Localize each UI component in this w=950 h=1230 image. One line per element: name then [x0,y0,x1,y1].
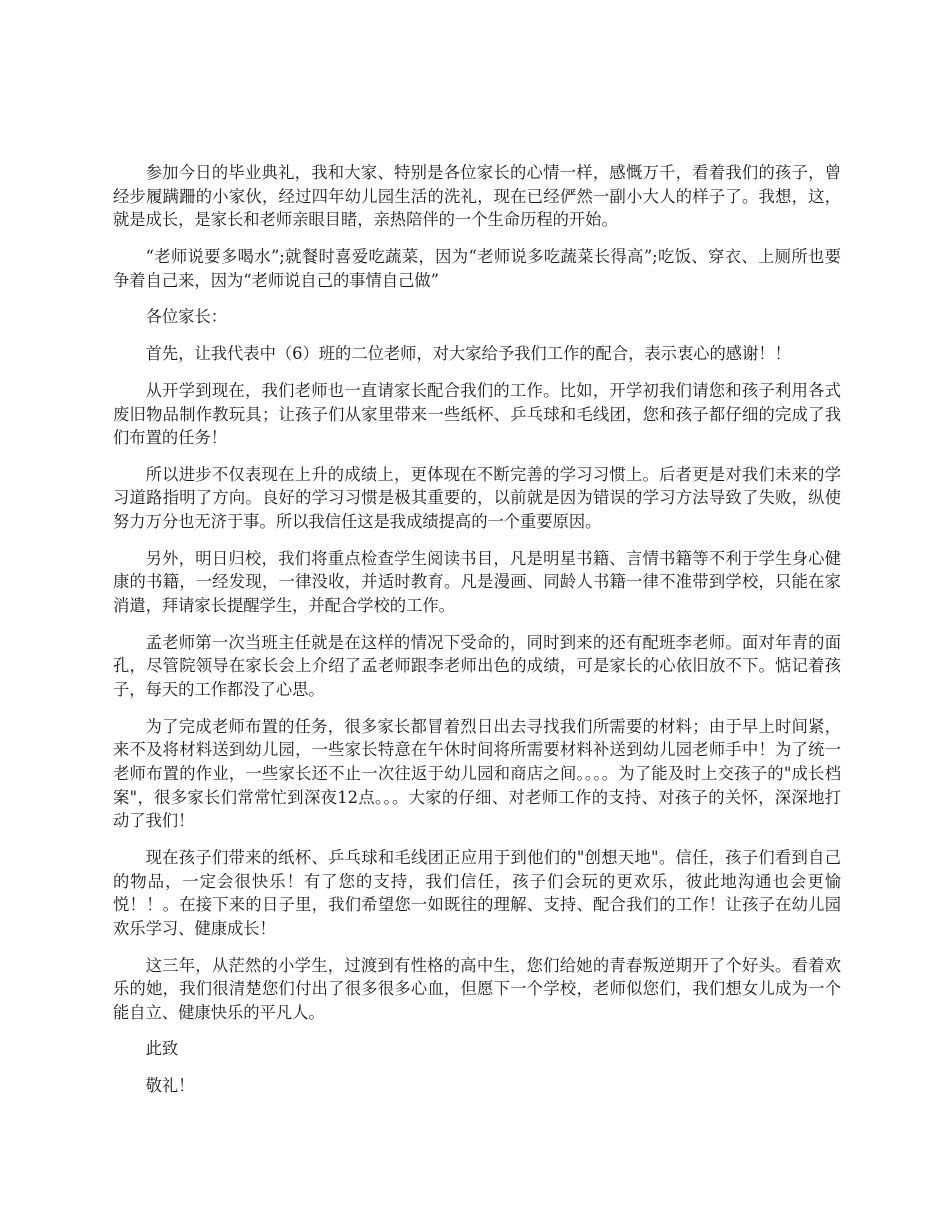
paragraph-study-habits: 所以进步不仅表现在上升的成绩上，更体现在不断完善的学习习惯上。后者更是对我们未来的学习道路指明了方向。良好的学习习惯是极其重要的，以前就是因为错误的学习方法导致了失败，纵使努力万分也无济于事。所以我信任这是我成绩提高的一个重要原因。 [113,464,841,532]
paragraph-thanks: 首先，让我代表中（6）班的二位老师，对大家给予我们工作的配合，表示衷心的感谢！！ [145,344,791,364]
paragraph-parents-effort: 为了完成老师布置的任务，很多家长都冒着烈日出去寻找我们所需要的材料；由于早上时间紧，来不及将材料送到幼儿园，一些家长特意在午休时间将所需要材料补送到幼儿园老师手中！为了统一老师布置的作业，一些家长还不止一次往返于幼儿园和商店之间。。。。为了能及时上交孩子的"成长档案"，很多家长们常常忙到深夜12点。。。大家的仔细、对老师工作的支持、对孩子的关怀，深深地打动了我们！ [113,716,841,831]
paragraph-new-teacher: 孟老师第一次当班主任就是在这样的情况下受命的，同时到来的还有配班李老师。面对年青的面孔，尽管院领导在家长会上介绍了孟老师跟李老师出色的成绩，可是家长的心依旧放不下。惦记着孩子，每天的工作都没了心思。 [113,632,841,699]
paragraph-closing-jingli: 敬礼！ [145,1076,195,1096]
paragraph-opening: 参加今日的毕业典礼，我和大家、特别是各位家长的心情一样，感慨万千，看着我们的孩子，曾经步履蹒跚的小家伙，经过四年幼儿园生活的洗礼，现在已经俨然一副小大人的样子了。我想，这，就是成长，是家长和老师亲眼目睹，亲热陪伴的一个生命历程的开始。 [113,163,841,230]
paragraph-creative-world: 现在孩子们带来的纸杯、乒乓球和毛线团正应用于到他们的"创想天地"。信任，孩子们看到自己的物品，一定会很快乐！有了您的支持，我们信任，孩子们会玩的更欢乐，彼此地沟通也会更愉悦！！。在接下来的日子里，我们希望您一如既往的理解、支持、配合我们的工作！让孩子在幼儿园欢乐学习、健康成长！ [113,847,841,938]
paragraph-closing-cizhi: 此致 [145,1039,179,1059]
document-body [113,161,841,1111]
paragraph-three-years: 这三年，从茫然的小学生，过渡到有性格的高中生，您们给她的青春叛逆期开了个好头。看着欢乐的她，我们很清楚您们付出了很多很多心血，但愿下一个学校，老师似您们，我们想女儿成为一个能自立、健康快乐的平凡人。 [113,955,841,1022]
paragraph-cooperation: 从开学到现在，我们老师也一直请家长配合我们的工作。比如，开学初我们请您和孩子利用各式废旧物品制作教玩具；让孩子们从家里带来一些纸杯、乒乓球和毛线团，您和孩子都仔细的完成了我们布置的任务！ [113,380,841,448]
paragraph-book-check: 另外，明日归校，我们将重点检查学生阅读书目，凡是明星书籍、言情书籍等不利于学生身心健康的书籍，一经发现，一律没收，并适时教育。凡是漫画、同龄人书籍一律不准带到学校，只能在家消遣，拜请家长提醒学生，并配合学校的工作。 [113,548,841,616]
paragraph-teacher-says: “老师说要多喝水”;就餐时喜爱吃蔬菜，因为“老师说多吃蔬菜长得高”;吃饭、穿衣、上厕所也要争着自己来，因为“老师说自己的事情自己做” [113,246,841,290]
paragraph-salutation: 各位家长： [145,307,228,327]
